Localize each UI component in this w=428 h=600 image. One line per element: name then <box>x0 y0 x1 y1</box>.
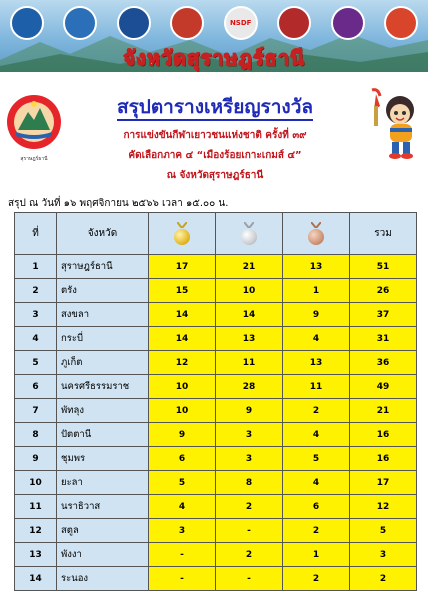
gold-count-cell: 17 <box>149 255 216 279</box>
mascot-icon <box>366 88 422 160</box>
table-row <box>15 495 417 519</box>
gold-count-cell: 6 <box>149 447 216 471</box>
bronze-count-cell: 2 <box>283 519 350 543</box>
table-row <box>15 423 417 447</box>
total-count-cell: 16 <box>350 423 417 447</box>
rank-header: ที่ <box>15 213 57 255</box>
table-row <box>15 255 417 279</box>
province-cell: ยะลา <box>57 471 149 495</box>
qualifying-region: คัดเลือกภาค ๔ “เมืองร้อยเกาะเกมส์ ๔” <box>128 150 302 161</box>
province-cell: ระนอง <box>57 567 149 591</box>
silver-count-cell: 14 <box>216 303 283 327</box>
emblem-caption: สุราษฎร์ธานี <box>20 156 48 162</box>
rank-cell: 7 <box>15 399 57 423</box>
silver-count-cell: 28 <box>216 375 283 399</box>
silver-count-cell: 3 <box>216 447 283 471</box>
rank-cell: 2 <box>15 279 57 303</box>
gold-count-cell: 9 <box>149 423 216 447</box>
table-row <box>15 447 417 471</box>
gold-count-cell: 3 <box>149 519 216 543</box>
province-cell: ภูเก็ต <box>57 351 149 375</box>
bronze-count-cell: 13 <box>283 351 350 375</box>
province-cell: ปัตตานี <box>57 423 149 447</box>
table-row <box>15 471 417 495</box>
bronze-count-cell: 13 <box>283 255 350 279</box>
ministry-seal-icon <box>117 6 151 40</box>
rank-cell: 8 <box>15 423 57 447</box>
gold-medal-icon <box>174 229 190 245</box>
silver-count-cell: 13 <box>216 327 283 351</box>
silver-count-cell: 10 <box>216 279 283 303</box>
province-emblem-icon <box>6 92 62 154</box>
total-count-cell: 12 <box>350 495 417 519</box>
province-cell: สตูล <box>57 519 149 543</box>
total-count-cell: 16 <box>350 447 417 471</box>
rank-cell: 14 <box>15 567 57 591</box>
gold-count-cell: 10 <box>149 399 216 423</box>
total-count-cell: 5 <box>350 519 417 543</box>
sports-council-logo-icon <box>331 6 365 40</box>
page-title: สรุปตารางเหรียญรางวัล <box>60 92 370 122</box>
table-row <box>15 543 417 567</box>
province-header: จังหวัด <box>57 213 149 255</box>
bronze-count-cell: 6 <box>283 495 350 519</box>
sports-authority-logo-icon <box>63 6 97 40</box>
silver-count-cell: 8 <box>216 471 283 495</box>
silver-count-cell: - <box>216 519 283 543</box>
bronze-count-cell: 9 <box>283 303 350 327</box>
province-cell: นครศรีธรรมราช <box>57 375 149 399</box>
table-row <box>15 351 417 375</box>
medal-table <box>14 212 417 591</box>
bronze-count-cell: 5 <box>283 447 350 471</box>
ribbon-icon <box>311 222 321 228</box>
gold-count-cell: 5 <box>149 471 216 495</box>
total-count-cell: 36 <box>350 351 417 375</box>
table-header-row <box>15 213 417 255</box>
province-cell: สงขลา <box>57 303 149 327</box>
table-row <box>15 399 417 423</box>
bronze-count-cell: 1 <box>283 543 350 567</box>
bronze-count-cell: 4 <box>283 471 350 495</box>
silver-header <box>216 213 283 255</box>
table-row <box>15 279 417 303</box>
silver-count-cell: - <box>216 567 283 591</box>
total-count-cell: 17 <box>350 471 417 495</box>
bronze-medal-icon <box>308 229 324 245</box>
province-cell: พัทลุง <box>57 399 149 423</box>
sports-association-logo-icon <box>170 6 204 40</box>
venue: ณ จังหวัดสุราษฎร์ธานี <box>166 170 264 181</box>
rank-cell: 12 <box>15 519 57 543</box>
province-cell: กระบี่ <box>57 327 149 351</box>
rank-cell: 11 <box>15 495 57 519</box>
gold-count-cell: 4 <box>149 495 216 519</box>
summary-timestamp: สรุป ณ วันที่ ๑๖ พฤศจิกายน ๒๕๖๖ เวลา ๑๕.๐๐ น. <box>8 198 229 209</box>
rank-cell: 1 <box>15 255 57 279</box>
total-count-cell: 49 <box>350 375 417 399</box>
rank-cell: 10 <box>15 471 57 495</box>
gold-count-cell: - <box>149 543 216 567</box>
rank-cell: 9 <box>15 447 57 471</box>
logo-text: NSDF <box>229 19 252 27</box>
bronze-count-cell: 2 <box>283 567 350 591</box>
competition-name: การแข่งขันกีฬาเยาวชนแห่งชาติ ครั้งที่ ๓๙ <box>123 130 307 141</box>
olympic-committee-logo-icon <box>277 6 311 40</box>
table-row <box>15 567 417 591</box>
table-row <box>15 327 417 351</box>
silver-medal-icon <box>241 229 257 245</box>
silver-count-cell: 3 <box>216 423 283 447</box>
total-count-cell: 2 <box>350 567 417 591</box>
table-row <box>15 519 417 543</box>
bronze-count-cell: 2 <box>283 399 350 423</box>
rank-cell: 4 <box>15 327 57 351</box>
header-banner <box>0 0 428 72</box>
table-row <box>15 375 417 399</box>
province-cell: ชุมพร <box>57 447 149 471</box>
gold-count-cell: 15 <box>149 279 216 303</box>
rank-cell: 3 <box>15 303 57 327</box>
province-cell: นราธิวาส <box>57 495 149 519</box>
total-count-cell: 37 <box>350 303 417 327</box>
bronze-count-cell: 11 <box>283 375 350 399</box>
total-header: รวม <box>350 213 417 255</box>
province-cell: ตรัง <box>57 279 149 303</box>
total-count-cell: 26 <box>350 279 417 303</box>
silver-count-cell: 2 <box>216 495 283 519</box>
provincial-seal-icon <box>10 6 44 40</box>
bronze-count-cell: 1 <box>283 279 350 303</box>
ribbon-icon <box>177 222 187 228</box>
gold-count-cell: - <box>149 567 216 591</box>
bronze-count-cell: 4 <box>283 423 350 447</box>
games-logo-icon <box>384 6 418 40</box>
gold-header <box>149 213 216 255</box>
silver-count-cell: 9 <box>216 399 283 423</box>
banner-title: จังหวัดสุราษฎร์ธานี <box>123 46 305 70</box>
nsdf-logo-icon <box>224 6 258 40</box>
sponsor-logos <box>10 6 418 40</box>
total-count-cell: 3 <box>350 543 417 567</box>
bronze-count-cell: 4 <box>283 327 350 351</box>
silver-count-cell: 2 <box>216 543 283 567</box>
silver-count-cell: 21 <box>216 255 283 279</box>
gold-count-cell: 14 <box>149 303 216 327</box>
rank-cell: 13 <box>15 543 57 567</box>
province-cell: สุราษฎร์ธานี <box>57 255 149 279</box>
rank-cell: 5 <box>15 351 57 375</box>
ribbon-icon <box>244 222 254 228</box>
bronze-header <box>283 213 350 255</box>
rank-cell: 6 <box>15 375 57 399</box>
gold-count-cell: 12 <box>149 351 216 375</box>
medal-table-body <box>15 255 417 591</box>
total-count-cell: 21 <box>350 399 417 423</box>
province-cell: พังงา <box>57 543 149 567</box>
gold-count-cell: 10 <box>149 375 216 399</box>
table-row <box>15 303 417 327</box>
total-count-cell: 31 <box>350 327 417 351</box>
gold-count-cell: 14 <box>149 327 216 351</box>
total-count-cell: 51 <box>350 255 417 279</box>
silver-count-cell: 11 <box>216 351 283 375</box>
